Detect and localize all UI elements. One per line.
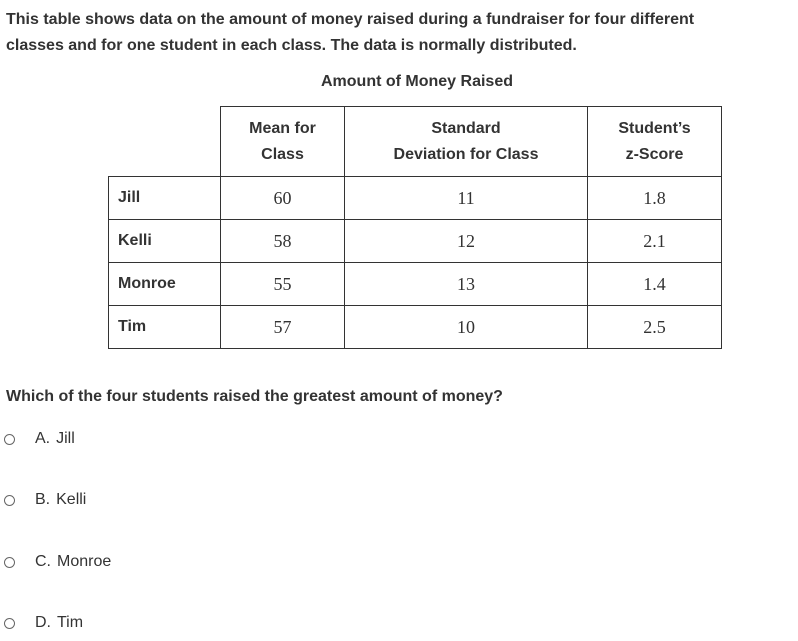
option-letter: A. [35,430,51,447]
table-row [109,306,722,349]
option-letter: C. [35,553,51,570]
table-row [109,177,722,220]
data-table [108,106,722,349]
table-row [109,220,722,263]
header-z-line-1: Student’s [618,119,691,137]
intro-line-2: classes and for one student in each class. The data is normally distributed. [6,37,577,54]
header-z-line-2: z-Score [625,145,684,163]
option-label: Kelli [56,491,87,508]
table-header-row [109,107,722,177]
header-mean-line-1: Mean for [249,119,316,137]
radio-button[interactable] [4,434,15,445]
table-row [109,263,722,306]
intro-text [6,7,786,59]
option-letter: D. [35,614,51,631]
header-sd-line-1: Standard [431,119,501,137]
option-a[interactable] [4,428,75,450]
mean-value: 55 [221,263,345,306]
option-letter: B. [35,491,51,508]
option-label: Tim [57,614,84,631]
sd-value: 10 [345,306,588,349]
sd-value: 11 [345,177,588,220]
sd-value: 12 [345,220,588,263]
option-d[interactable] [4,612,83,634]
z-score-value: 1.4 [588,263,722,306]
header-z-score [588,107,722,177]
z-score-value: 2.1 [588,220,722,263]
student-name: Jill [109,177,221,220]
option-c[interactable] [4,551,111,573]
option-b[interactable] [4,489,86,511]
z-score-value: 2.5 [588,306,722,349]
intro-line-1: This table shows data on the amount of money raised during a fundraiser for four different [6,11,695,28]
radio-button[interactable] [4,618,15,629]
radio-button[interactable] [4,557,15,568]
student-name: Kelli [109,220,221,263]
header-blank-cell [109,107,221,177]
mean-value: 58 [221,220,345,263]
option-label: Monroe [57,553,112,570]
header-sd-line-2: Deviation for Class [393,145,539,163]
table-title: Amount of Money Raised [320,73,513,90]
header-sd [345,107,588,177]
mean-value: 60 [221,177,345,220]
radio-button[interactable] [4,495,15,506]
header-mean-line-2: Class [261,145,304,163]
z-score-value: 1.8 [588,177,722,220]
student-name: Tim [109,306,221,349]
mean-value: 57 [221,306,345,349]
student-name: Monroe [109,263,221,306]
header-mean [221,107,345,177]
option-label: Jill [56,430,75,447]
sd-value: 13 [345,263,588,306]
question-text: Which of the four students raised the greatest amount of money? [6,388,503,405]
